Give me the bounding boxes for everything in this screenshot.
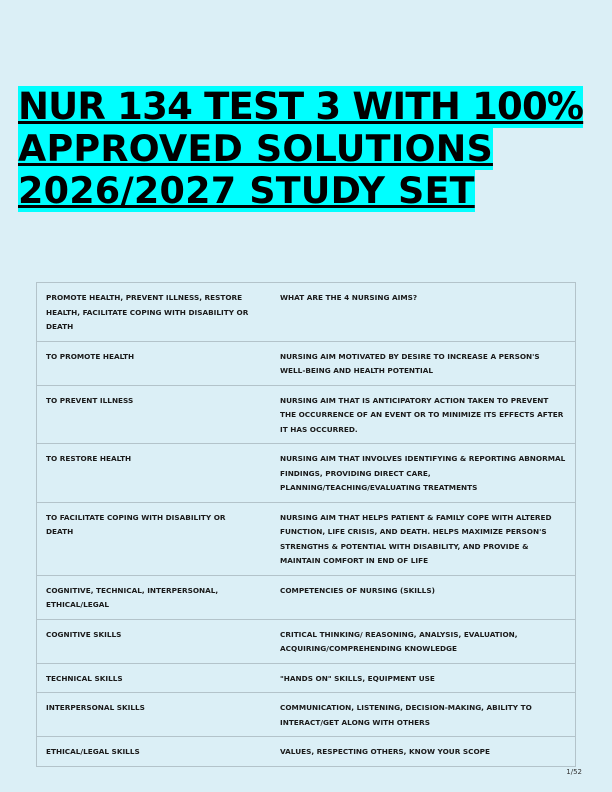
table-row	[37, 619, 576, 663]
card-term: TECHNICAL SKILLS	[37, 663, 262, 693]
title-line-1: NUR 134 TEST 3 WITH 100%	[18, 85, 584, 128]
card-definition: "HANDS ON" SKILLS, EQUIPMENT USE	[261, 663, 576, 693]
table-row	[37, 693, 576, 737]
card-definition: NURSING AIM THAT HELPS PATIENT & FAMILY COPE WITH ALTERED FUNCTION, LIFE CRISIS, AND DEATH. HELPS MAXIMIZE PERSON'S STRENGTHS & POTENTIAL WITH DISABILITY, AND PROVIDE & MAINTAIN COMFORT IN END OF LIFE	[261, 502, 576, 575]
card-definition: COMPETENCIES OF NURSING (SKILLS)	[261, 575, 576, 619]
card-term: INTERPERSONAL SKILLS	[37, 693, 262, 737]
card-term: COGNITIVE SKILLS	[37, 619, 262, 663]
table-row	[37, 341, 576, 385]
table-row	[37, 502, 576, 575]
document-title	[18, 85, 584, 212]
table-row	[37, 444, 576, 503]
card-definition: COMMUNICATION, LISTENING, DECISION-MAKING, ABILITY TO INTERACT/GET ALONG WITH OTHERS	[261, 693, 576, 737]
table-row	[37, 385, 576, 444]
card-definition: VALUES, RESPECTING OTHERS, KNOW YOUR SCOPE	[261, 737, 576, 767]
card-term: TO FACILITATE COPING WITH DISABILITY OR DEATH	[37, 502, 262, 575]
card-term: TO RESTORE HEALTH	[37, 444, 262, 503]
card-definition: NURSING AIM MOTIVATED BY DESIRE TO INCREASE A PERSON'S WELL-BEING AND HEALTH POTENTIAL	[261, 341, 576, 385]
card-term: TO PREVENT ILLNESS	[37, 385, 262, 444]
table-row	[37, 283, 576, 342]
card-term: COGNITIVE, TECHNICAL, INTERPERSONAL, ETHICAL/LEGAL	[37, 575, 262, 619]
card-definition: NURSING AIM THAT IS ANTICIPATORY ACTION TAKEN TO PREVENT THE OCCURRENCE OF AN EVENT OR TO MINIMIZE ITS EFFECTS AFTER IT HAS OCCURRED.	[261, 385, 576, 444]
title-line-2: APPROVED SOLUTIONS	[18, 127, 493, 170]
card-definition: NURSING AIM THAT INVOLVES IDENTIFYING & REPORTING ABNORMAL FINDINGS, PROVIDING DIRECT CARE, PLANNING/TEACHING/EVALUATING TREATMENTS	[261, 444, 576, 503]
table-row	[37, 737, 576, 767]
page-number: 1/52	[566, 768, 582, 776]
title-line-3: 2026/2027 STUDY SET	[18, 169, 475, 212]
table-row	[37, 663, 576, 693]
card-definition: CRITICAL THINKING/ REASONING, ANALYSIS, EVALUATION, ACQUIRING/COMPREHENDING KNOWLEDGE	[261, 619, 576, 663]
card-definition: WHAT ARE THE 4 NURSING AIMS?	[261, 283, 576, 342]
table-row	[37, 575, 576, 619]
card-term: PROMOTE HEALTH, PREVENT ILLNESS, RESTORE HEALTH, FACILITATE COPING WITH DISABILITY OR DEATH	[37, 283, 262, 342]
card-term: TO PROMOTE HEALTH	[37, 341, 262, 385]
card-term: ETHICAL/LEGAL SKILLS	[37, 737, 262, 767]
flashcard-table	[36, 282, 576, 767]
